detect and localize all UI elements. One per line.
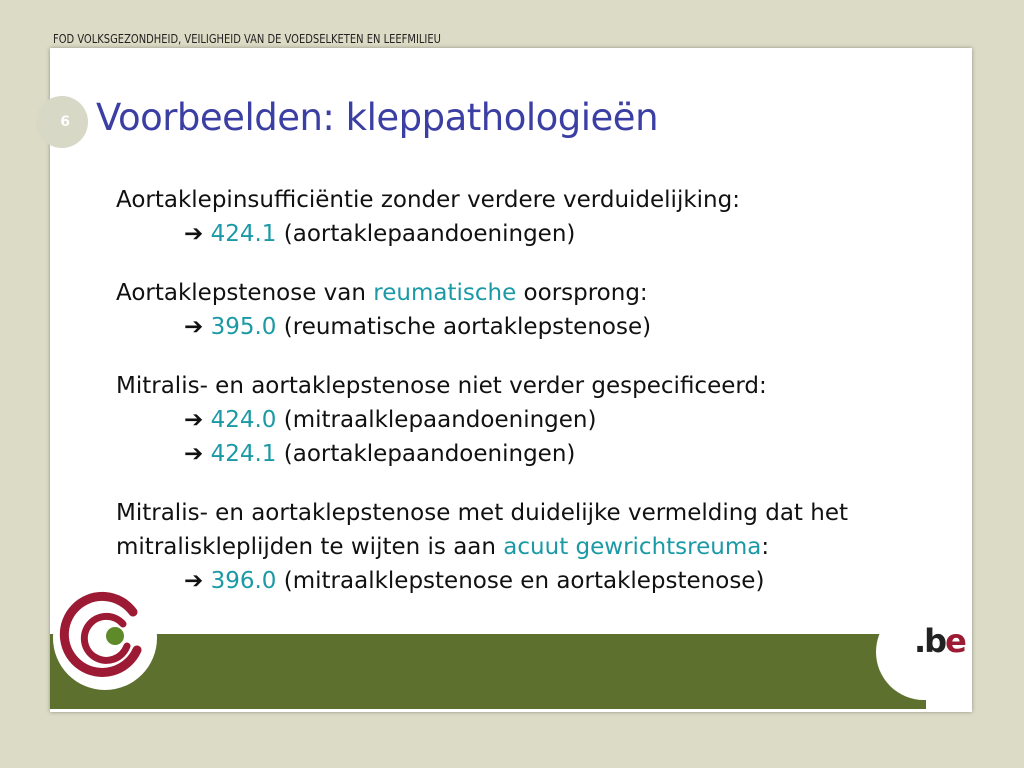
slide-title: Voorbeelden: kleppathologieën <box>96 96 659 139</box>
code-description: (aortaklepaandoeningen) <box>283 221 576 247</box>
arrow-icon: ➔ <box>184 314 204 340</box>
icd-code: 395.0 <box>210 314 277 340</box>
item-lead: Mitralis- en aortaklepstenose niet verder gespecificeerd: <box>116 373 767 399</box>
item-lead: Aortaklepinsufficiëntie zonder verdere verduidelijking: <box>116 187 740 213</box>
item-lead: Mitralis- en aortaklepstenose met duidelijke vermelding dat het mitraliskleplijden te wijten is aan acuut gewrichtsreuma: <box>116 500 848 560</box>
slide-number-badge <box>36 96 88 148</box>
result-line <box>116 403 956 437</box>
result-line <box>116 564 956 598</box>
result-line <box>116 217 956 251</box>
icd-code: 424.0 <box>210 407 277 433</box>
code-description: (aortaklepaandoeningen) <box>283 441 576 467</box>
icd-code: 424.1 <box>210 441 277 467</box>
code-description: (reumatische aortaklepstenose) <box>283 314 652 340</box>
list-item <box>116 496 956 598</box>
be-logo: .be <box>914 622 965 660</box>
header-text: FOD VOLKSGEZONDHEID, VEILIGHEID VAN DE VOEDSELKETEN EN LEEFMILIEU <box>53 32 441 46</box>
item-lead: Aortaklepstenose van reumatische oorsprong: <box>116 280 648 306</box>
code-description: (mitraalklepaandoeningen) <box>283 407 597 433</box>
arrow-icon: ➔ <box>184 407 204 433</box>
arrow-icon: ➔ <box>184 221 204 247</box>
icd-code: 396.0 <box>210 568 277 594</box>
slide-content <box>116 183 956 623</box>
fod-logo-icon <box>53 586 157 690</box>
list-item <box>116 276 956 344</box>
list-item <box>116 369 956 471</box>
code-description: (mitraalklepstenose en aortaklepstenose) <box>283 568 765 594</box>
result-line <box>116 310 956 344</box>
list-item <box>116 183 956 251</box>
arrow-icon: ➔ <box>184 568 204 594</box>
result-line <box>116 437 956 471</box>
icd-code: 424.1 <box>210 221 277 247</box>
fod-logo <box>53 586 157 690</box>
footer-band <box>50 634 926 709</box>
arrow-icon: ➔ <box>184 441 204 467</box>
slide-number: 6 <box>60 114 70 130</box>
